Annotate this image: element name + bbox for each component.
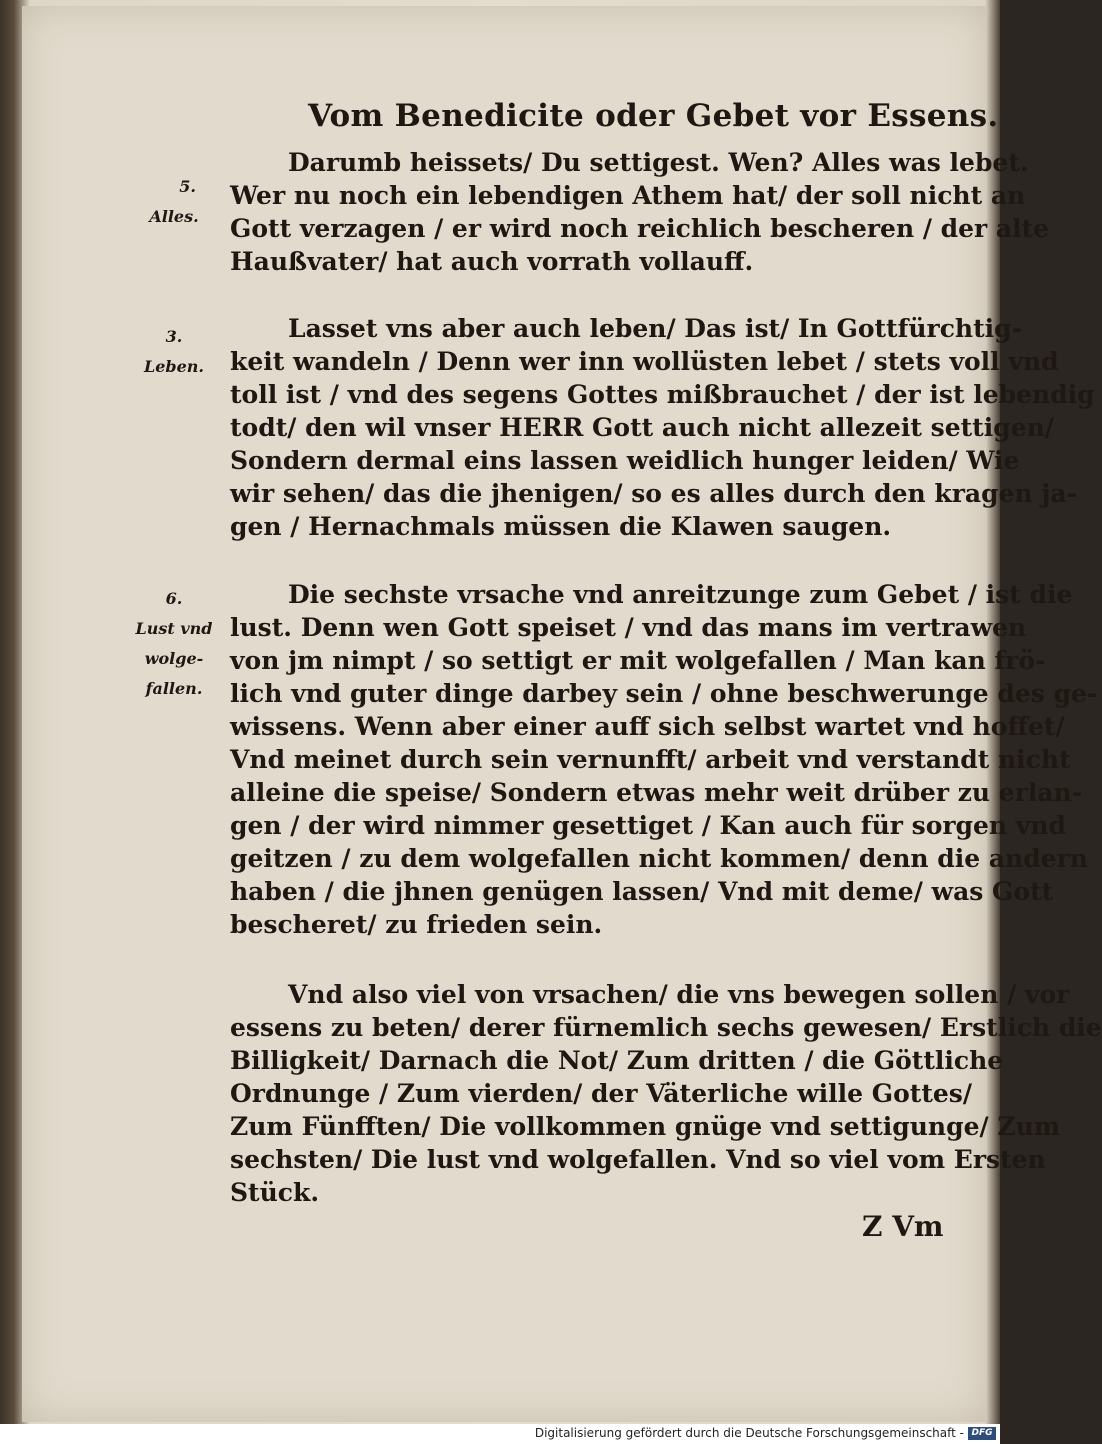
text-line: wissens. Wenn aber einer auff sich selbst wartet vnd hoffet/ [230,712,1065,741]
text-line: Zum Fünfften/ Die vollkommen gnüge vnd settigunge/ Zum [230,1112,1061,1141]
margin-note-text: Leben. [144,357,204,376]
text-line: Billigkeit/ Darnach die Not/ Zum dritten / die Göttliche [230,1046,1004,1075]
paragraph-2 [230,312,1095,543]
funding-notice: Digitalisierung gefördert durch die Deutsche Forschungsgemeinschaft - [534,1426,964,1440]
margin-note-text: wolge- [144,649,204,668]
text-line: lust. Denn wen Gott speiset / vnd das mans im vertrawen [230,613,1027,642]
margin-note-text: fallen. [145,679,203,698]
dfg-logo-icon: DFG [968,1427,996,1440]
text-line: Gott verzagen / er wird noch reichlich bescheren / der alte [230,214,1050,243]
text-line: Lasset vns aber auch leben/ Das ist/ In Gottfürchtig- [288,314,1023,343]
paragraph-4 [230,978,1102,1209]
text-line: wir sehen/ das die jhenigen/ so es alles durch den kragen ja- [230,479,1077,508]
text-line: gen / Hernachmals müssen die Klawen saugen. [230,512,892,541]
catchword: Z Vm [862,1210,944,1243]
margin-note-5 [124,172,224,232]
text-line: todt/ den wil vnser HERR Gott auch nicht allezeit settigen/ [230,413,1054,442]
text-line: Wer nu noch ein lebendigen Athem hat/ der soll nicht an [230,181,1026,210]
text-line: Darumb heissets/ Du settigest. Wen? Alles was lebet. [288,148,1029,177]
text-line: Sondern dermal eins lassen weidlich hunger leiden/ Wie [230,446,1020,475]
text-line: alleine die speise/ Sondern etwas mehr weit drüber zu erlan- [230,778,1083,807]
text-line: haben / die jhnen genügen lassen/ Vnd mit deme/ was Gott [230,877,1054,906]
text-line: lich vnd guter dinge darbey sein / ohne beschwerunge des ge- [230,679,1098,708]
text-line: keit wandeln / Denn wer inn wollüsten lebet / stets voll vnd [230,347,1059,376]
running-head: Vom Benedicite oder Gebet vor Essens. [308,98,999,134]
text-line: Die sechste vrsache vnd anreitzunge zum Gebet / ist die [288,580,1073,609]
text-line: bescheret/ zu frieden sein. [230,910,603,939]
text-line: Vnd meinet durch sein vernunfft/ arbeit vnd verstandt nicht [230,745,1071,774]
text-line: Stück. [230,1178,320,1207]
text-line: Vnd also viel von vrsachen/ die vns bewegen sollen / vor [288,980,1070,1009]
margin-note-text: Lust vnd [135,619,213,638]
paragraph-1 [230,146,1050,278]
text-line: Haußvater/ hat auch vorrath vollauff. [230,247,754,276]
text-line: geitzen / zu dem wolgefallen nicht kommen/ denn die andern [230,844,1088,873]
text-line: toll ist / vnd des segens Gottes mißbrauchet / der ist lebendig [230,380,1095,409]
text-line: gen / der wird nimmer gesettiget / Kan auch für sorgen vnd [230,811,1066,840]
margin-note-number: 3. [165,327,183,346]
margin-note-number: 6. [165,589,183,608]
paragraph-3 [230,578,1098,941]
text-line: Ordnunge / Zum vierden/ der Väterliche wille Gottes/ [230,1079,973,1108]
margin-note-6 [124,584,224,704]
margin-note-number: 5. [179,177,196,196]
margin-note-text: Alles. [149,207,199,226]
text-line: essens zu beten/ derer fürnemlich sechs gewesen/ Erstlich die [230,1013,1102,1042]
text-line: von jm nimpt / so settigt er mit wolgefallen / Man kan frö- [230,646,1046,675]
footer-bar [0,1424,1000,1444]
margin-note-3 [124,322,224,382]
text-line: sechsten/ Die lust vnd wolgefallen. Vnd so viel vom Ersten [230,1145,1046,1174]
